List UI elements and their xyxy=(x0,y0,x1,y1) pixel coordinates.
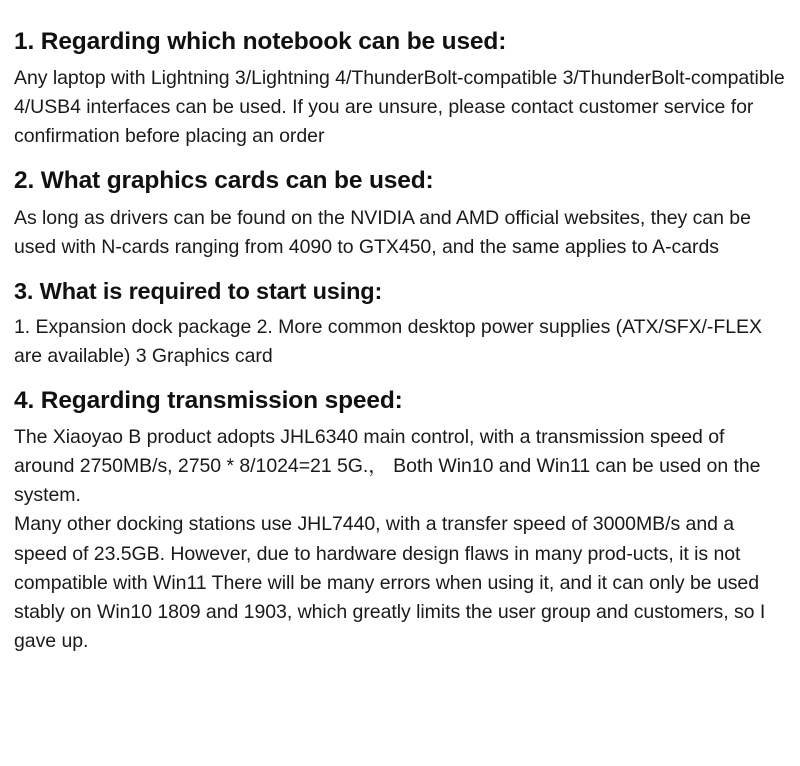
faq-section-graphics-cards xyxy=(14,165,786,261)
section-heading: 1. Regarding which notebook can be used: xyxy=(14,28,507,55)
section-paragraph: 1. Expansion dock package 2. More common desktop power supplies (ATX/SFX/-FLEX are available) 3 Graphics card xyxy=(14,315,762,367)
section-paragraph: As long as drivers can be found on the NVIDIA and AMD official websites, they can be used with N-cards ranging from 4090 to GTX450, and the same applies to A-cards xyxy=(14,206,751,258)
section-heading: 4. Regarding transmission speed: xyxy=(14,387,403,414)
section-heading: 3. What is required to start using: xyxy=(14,277,383,304)
faq-section-requirements xyxy=(14,276,786,371)
section-paragraph: The Xiaoyao B product adopts JHL6340 main control, with a transmission speed of around 2750MB/s, 2750 * 8/1024=21 5G.， Both Win10 and Win11 can be used on the system. xyxy=(14,426,761,507)
section-heading: 2. What graphics cards can be used: xyxy=(14,167,434,195)
faq-section-transmission-speed xyxy=(14,385,786,656)
section-paragraph: Many other docking stations use JHL7440, with a transfer speed of 3000MB/s and a speed of 23.5GB. However, due to hardware design flaws in many prod-ucts, it is not compatible with Win11 There will be many errors when using it, and it can only be used stably on Win10 1809 and 1903, which greatly limits the user group and customers, so I gave up. xyxy=(14,513,766,652)
faq-section-notebook xyxy=(14,26,786,151)
section-paragraph: Any laptop with Lightning 3/Lightning 4/ThunderBolt-compatible 3/ThunderBolt-compatible 4/USB4 interfaces can be used. If you are unsure, please contact customer service for confirmation before placing an order xyxy=(14,67,785,148)
